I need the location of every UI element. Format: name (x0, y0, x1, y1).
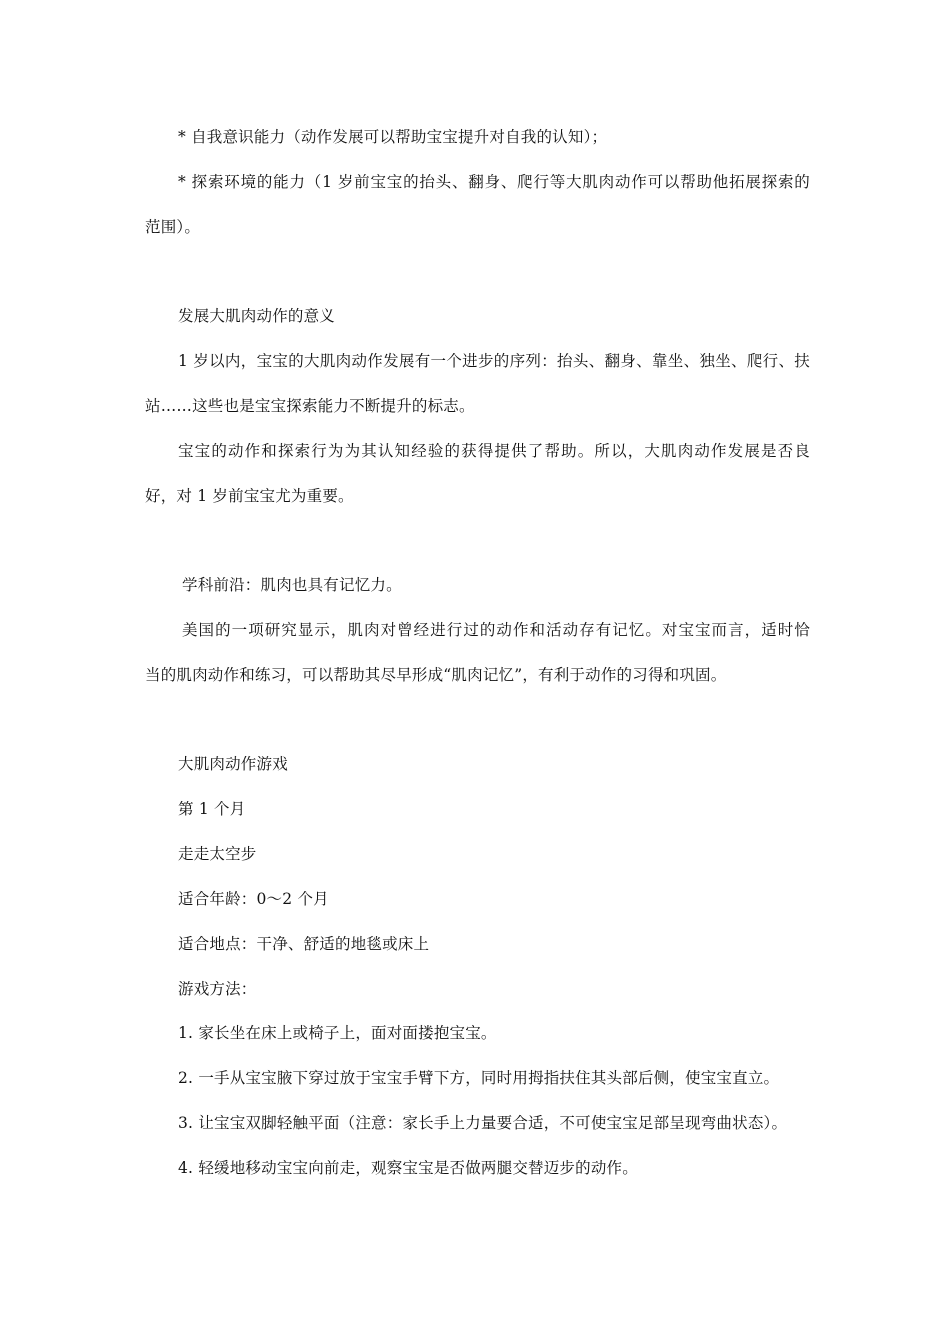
exploration-paragraph-line1: * 探索环境的能力（1 岁前宝宝的抬头、翻身、爬行等大肌肉动作可以帮助他拓展探索的 (178, 173, 810, 191)
section-heading-significance: 发展大肌肉动作的意义 (178, 307, 336, 325)
sequence-paragraph-line2: 站……这些也是宝宝探索能力不断提升的标志。 (145, 397, 475, 415)
muscle-memory-paragraph-line1: 美国的一项研究显示，肌肉对曾经进行过的动作和活动存有记忆。对宝宝而言，适时恰 (182, 621, 810, 639)
game-step: 3. 让宝宝双脚轻触平面（注意：家长手上力量要合适，不可使宝宝足部呈现弯曲状态）。 (178, 1114, 788, 1132)
game-name: 走走太空步 (178, 845, 257, 863)
game-step: 1. 家长坐在床上或椅子上，面对面搂抱宝宝。 (178, 1024, 497, 1042)
sequence-paragraph-line1: 1 岁以内，宝宝的大肌肉动作发展有一个进步的序列：抬头、翻身、靠坐、独坐、爬行、扶 (178, 352, 810, 370)
game-month: 第 1 个月 (178, 800, 246, 818)
game-method-label: 游戏方法： (178, 980, 257, 998)
exploration-paragraph-line2: 范围）。 (145, 218, 201, 236)
game-age: 适合年龄：0～2 个月 (178, 890, 329, 908)
game-step: 2. 一手从宝宝腋下穿过放于宝宝手臂下方，同时用拇指扶住其头部后侧，使宝宝直立。 (178, 1069, 780, 1087)
muscle-memory-paragraph-line2: 当的肌肉动作和练习，可以帮助其尽早形成“肌肉记忆”，有利于动作的习得和巩固。 (145, 666, 727, 684)
game-place: 适合地点：干净、舒适的地毯或床上 (178, 935, 430, 953)
game-step: 4. 轻缓地移动宝宝向前走，观察宝宝是否做两腿交替迈步的动作。 (178, 1159, 638, 1177)
section-heading-frontier: 学科前沿：肌肉也具有记忆力。 (182, 576, 402, 594)
exploration-behavior-paragraph-line1: 宝宝的动作和探索行为为其认知经验的获得提供了帮助。所以，大肌肉动作发展是否良 (178, 442, 810, 460)
section-heading-games: 大肌肉动作游戏 (178, 755, 288, 773)
self-awareness-paragraph: * 自我意识能力（动作发展可以帮助宝宝提升对自我的认知）； (178, 128, 608, 146)
exploration-behavior-paragraph-line2: 好，对 1 岁前宝宝尤为重要。 (145, 487, 354, 505)
